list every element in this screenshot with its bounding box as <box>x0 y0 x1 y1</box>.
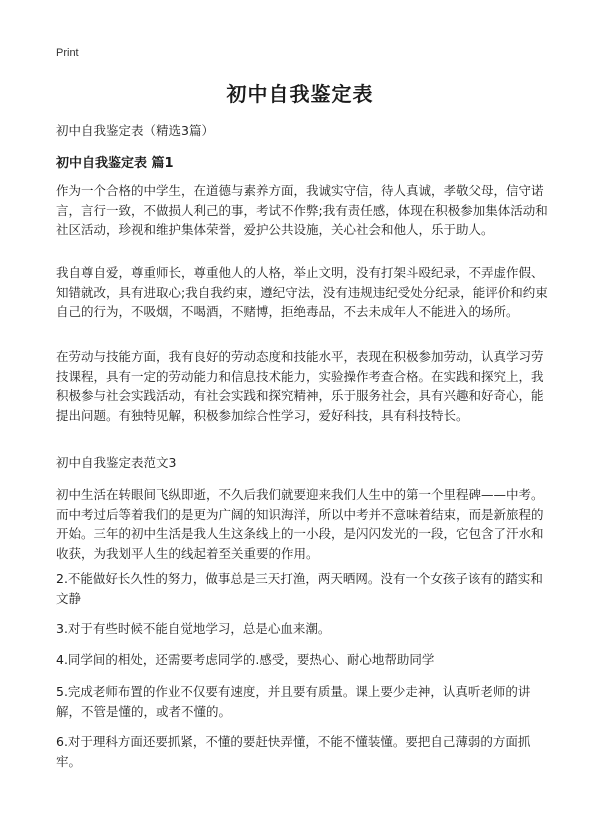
paragraph: 在劳动与技能方面，我有良好的劳动态度和技能水平，表现在积极参加劳动，认真学习劳技课程，具有一定的劳动能力和信息技术能力，实验操作考查合格。在实践和探究上，我积极参与社会实践活动，有社会实践和探究精神，乐于服务社会，具有兴趣和好奇心，能提出问题。有独特见解，积极参加综合性学习，爱好科技，具有科技特长。 <box>56 349 544 423</box>
section-heading-1: 初中自我鉴定表 篇1 <box>56 156 174 171</box>
paragraph: 3.对于有些时候不能自觉地学习，总是心血来潮。 <box>56 621 331 636</box>
page-title: 初中自我鉴定表 <box>226 82 374 106</box>
paragraph: 2.不能做好长久性的努力，做事总是三天打渔，两天晒网。没有一个女孩子该有的踏实和文静 <box>56 571 543 606</box>
document-subtitle: 初中自我鉴定表（精选3篇） <box>56 123 214 138</box>
paragraph: 作为一个合格的中学生，在道德与素养方面，我诚实守信，待人真诚，孝敬父母，信守诺言，言行一致，不做损人利己的事，考试不作弊;我有责任感，体现在积极参加集体活动和社区活动，珍视和维护集体荣誉，爱护公共设施，关心社会和他人，乐于助人。 <box>56 183 548 237</box>
paragraph: 5.完成老师布置的作业不仅要有速度，并且要有质量。课上要少走神，认真听老师的讲解，不管是懂的，或者不懂的。 <box>56 684 531 719</box>
section-heading-3: 初中自我鉴定表范文3 <box>56 455 177 470</box>
print-link[interactable]: Print <box>56 47 79 59</box>
paragraph: 初中生活在转眼间飞纵即逝，不久后我们就要迎来我们人生中的第一个里程碑——中考。而中考过后等着我们的是更为广阔的知识海洋，所以中考并不意味着结束，而是新旅程的开始。三年的初中生活是我人生这条线上的一小段，是闪闪发光的一段，它包含了汗水和收获，为我划平人生的线起着至关重要的作用。 <box>56 487 544 561</box>
paragraph: 我自尊自爱，尊重师长，尊重他人的人格，举止文明，没有打架斗殴纪录，不弄虚作假、知错就改，具有进取心;我自我约束，遵纪守法，没有违规违纪受处分纪录，能评价和约束自己的行为，不吸烟，不喝酒，不赌博，拒绝毒品，不去未成年人不能进入的场所。 <box>56 265 548 319</box>
paragraph: 6.对于理科方面还要抓紧，不懂的要赶快弄懂，不能不懂装懂。要把自己薄弱的方面抓牢。 <box>56 734 531 769</box>
paragraph: 4.同学间的相处，还需要考虑同学的.感受，要热心、耐心地帮助同学 <box>56 652 435 667</box>
